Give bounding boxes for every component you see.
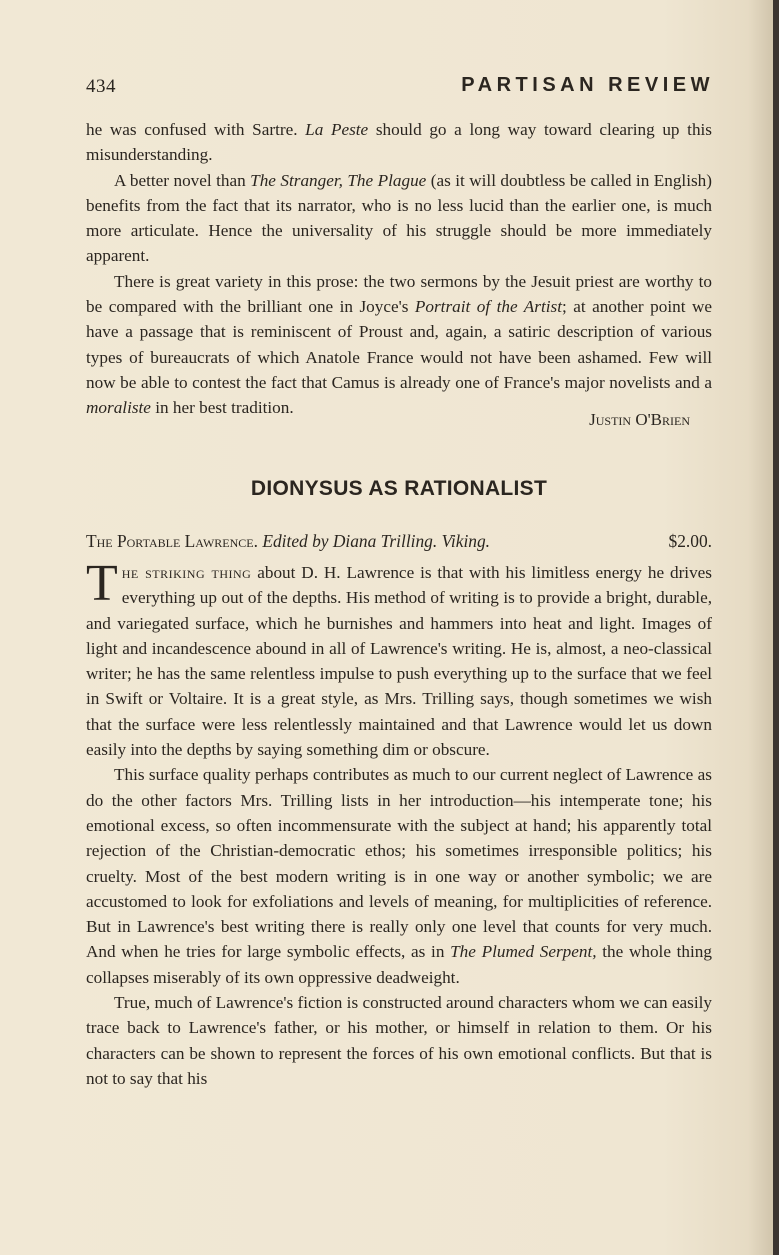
paragraph: The striking thing about D. H. Lawrence is that with his limitless energy he drives everything up out of the depths. His method of writing is to provide a bright, durable, and variegated surface, which he burnishes and hammers into heat and light. Images of light and incandescence abound in all of Lawrence's writing. He is, almost, a neo-classical writer; he has the same relentless impulse to push everything up to the surface that we feel in Swift or Voltaire. It is a great style, as Mrs. Trilling says, though sometimes we wish that the surface were less relentlessly maintained and that Lawrence would let us down easily into the depths by saying something dim or obscure. — [86, 555, 712, 760]
paragraph: he was confused with Sartre. La Peste should go a long way toward clearing up this misunderstanding. — [86, 120, 712, 165]
drop-cap: T — [86, 555, 118, 612]
journal-title: PARTISAN REVIEW — [461, 74, 714, 96]
lead-in: he striking thing — [121, 563, 252, 582]
reviewer-signature: Justin O'Brien — [589, 410, 690, 429]
book-title: The Plumed Serpent, — [450, 942, 597, 962]
italic-word: moraliste — [86, 398, 151, 418]
book-title: La Peste — [305, 120, 369, 139]
citation-title: The Portable Lawrence. — [86, 531, 258, 551]
paragraph: This surface quality perhaps contributes as much to our current neglect of Lawrence as do the other factors Mrs. Trilling lists in her introduction—his intemperate tone; his emotional excess, so often incommensurate with the subject at hand; his apparently total rejection of the Christian-democratic ethos; his sometimes irresponsible politics; his cruelty. Most of the best modern writing is in one way or another symbolic; we are accustomed to look for exfoliations and levels of meaning, for multiplicities of reference. But in Lawrence's best writing there is really only one level that counts for very much. And when he tries for large symbolic effects, as in The Plumed Serpent, the whole thing collapses miserably of its own oppressive deadweight. — [86, 765, 712, 987]
book-title: The Stranger, The Plague — [250, 170, 427, 190]
book-citation — [86, 529, 712, 554]
running-head — [86, 72, 714, 104]
page-edge-shadow — [773, 0, 779, 1255]
paragraph: True, much of Lawrence's fiction is constructed around characters whom we can easily trace back to Lawrence's father, or his mother, or himself in relation to them. Or his characters can be shown to represent the forces of his own emotional conflicts. But that is not to say that his — [86, 993, 712, 1088]
page-number: 434 — [86, 76, 116, 97]
book-title: Portrait of the Artist — [414, 297, 562, 317]
citation-price: $2.00. — [668, 531, 712, 551]
previous-review-body — [86, 117, 712, 421]
review-heading: DIONYSUS AS RATIONALIST — [250, 477, 548, 500]
review-body — [86, 555, 712, 1091]
citation-editor: Edited by Diana Trilling. Viking. — [262, 531, 491, 551]
paragraph: There is great variety in this prose: the two sermons by the Jesuit priest are worthy to be compared with the brilliant one in Joyce's Portrait of the Artist; at another point we have a passage that is reminiscent of Proust and, again, a satiric description of various types of bureaucrats of which Anatole France would not have been ashamed. Few will now be able to contest the fact that Camus is already one of France's major novelists and a moraliste in her best tradition. — [86, 271, 712, 418]
paragraph: A better novel than The Stranger, The Plague (as it will doubtless be called in English) benefits from the fact that its narrator, who is no less lucid than the earlier one, is much more articulate. Hence the universality of his struggle should be more immediately apparent. — [86, 170, 712, 266]
